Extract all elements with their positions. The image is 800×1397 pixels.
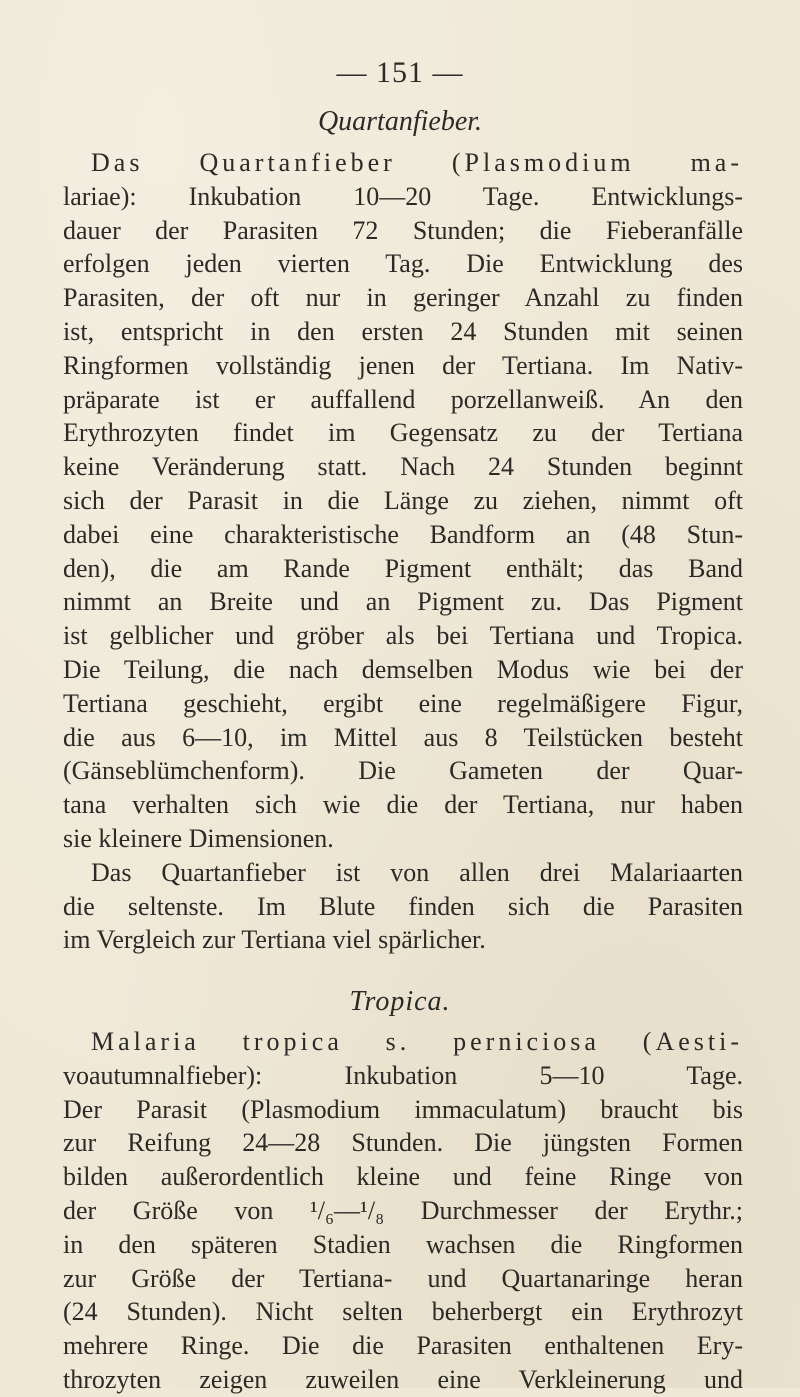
text-line: erfolgen jeden vierten Tag. Die Entwicklung des xyxy=(63,249,743,279)
text-line: voautumnalfieber): Inkubation 5—10 Tage. xyxy=(63,1060,743,1090)
text-line: dabei eine charakteristische Bandform an (48 Stun- xyxy=(63,519,743,549)
text-line: zur Größe der Tertiana- und Quartanaringe heran xyxy=(63,1263,743,1293)
text-line: (Gänseblümchenform). Die Gameten der Quar- xyxy=(63,756,743,786)
text-line: tana verhalten sich wie die der Tertiana, nur haben xyxy=(63,790,743,820)
text-line: sie kleinere Dimensionen. xyxy=(63,823,334,853)
text-line: Ringformen vollständig jenen der Tertiana. Im Nativ- xyxy=(63,350,743,380)
text-line: ist, entspricht in den ersten 24 Stunden mit seinen xyxy=(63,316,743,346)
text-line: in den späteren Stadien wachsen die Ringformen xyxy=(63,1229,743,1259)
text-line: Die Teilung, die nach demselben Modus wie bei der xyxy=(63,654,743,684)
text-line: bilden außerordentlich kleine und feine Ringe von xyxy=(63,1162,743,1192)
text-line: Das Quartanfieber ist von allen drei Malariaarten xyxy=(91,857,743,887)
text-line: zur Reifung 24—28 Stunden. Die jüngsten Formen xyxy=(63,1128,743,1158)
text-line: Malaria tropica s. perniciosa (Aesti- xyxy=(91,1027,743,1056)
text-line: ist gelblicher und gröber als bei Tertiana und Tropica. xyxy=(63,621,743,651)
text-line: den), die am Rande Pigment enthält; das Band xyxy=(63,553,743,583)
text-line: präparate ist er auffallend porzellanweiß. An den xyxy=(63,384,743,414)
text-line: Tertiana geschieht, ergibt eine regelmäßigere Figur, xyxy=(63,688,743,718)
section-body-tropica xyxy=(63,1025,743,1397)
text-line: (24 Stunden). Nicht selten beherbergt ein Erythrozyt xyxy=(63,1297,743,1327)
text-line: die aus 6—10, im Mittel aus 8 Teilstücken besteht xyxy=(63,722,743,752)
text-line: Parasiten, der oft nur in geringer Anzahl zu finden xyxy=(63,283,743,313)
section-heading-quartanfieber: Quartanfieber. xyxy=(317,106,483,137)
text-line: nimmt an Breite und an Pigment zu. Das Pigment xyxy=(63,587,743,617)
text-line: dauer der Parasiten 72 Stunden; die Fieberanfälle xyxy=(63,215,743,245)
text-line: lariae): Inkubation 10—20 Tage. Entwicklungs- xyxy=(63,181,743,211)
page-number: — 151 — xyxy=(336,56,464,89)
text-line: mehrere Ringe. Die die Parasiten enthaltenen Ery- xyxy=(63,1331,743,1361)
text-line: Das Quartanfieber (Plasmodium ma- xyxy=(91,148,743,177)
text-line: der Größe von ¹/₆—¹/₈ Durchmesser der Erythr.; xyxy=(63,1195,743,1225)
section-heading-tropica: Tropica. xyxy=(349,986,451,1017)
text-line: sich der Parasit in die Länge zu ziehen, nimmt oft xyxy=(63,485,743,515)
text-line: Der Parasit (Plasmodium immaculatum) braucht bis xyxy=(63,1094,743,1124)
text-line: im Vergleich zur Tertiana viel spärlicher. xyxy=(63,925,486,955)
text-line: die seltenste. Im Blute finden sich die Parasiten xyxy=(63,891,743,921)
section-body-quartanfieber xyxy=(63,146,743,957)
text-line: Erythrozyten findet im Gegensatz zu der Tertiana xyxy=(63,418,743,448)
text-line: throzyten zeigen zuweilen eine Verkleinerung und xyxy=(63,1364,743,1394)
text-line: keine Veränderung statt. Nach 24 Stunden beginnt xyxy=(63,452,743,482)
